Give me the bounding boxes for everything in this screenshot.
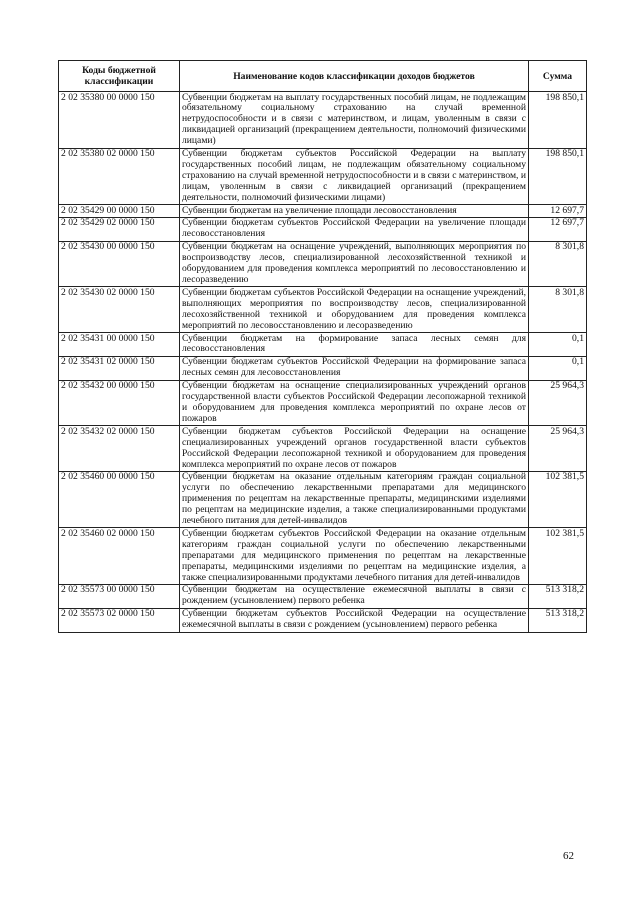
page-number: 62 bbox=[563, 850, 574, 862]
table-row bbox=[59, 287, 587, 333]
row-name: Субвенции бюджетам на оказание отдельным категориям граждан социальной услуги по обеспечению лекарственными препаратами для медицинского применения по рецептам на лекарственные препараты, медицинскими изделиями по рецептам на медицинские изделия, а также специализированными продуктами лечебного питания для детей-инвалидов bbox=[180, 471, 529, 528]
table-row bbox=[59, 380, 587, 426]
row-code: 2 02 35429 02 0000 150 bbox=[59, 217, 180, 241]
row-code: 2 02 35573 00 0000 150 bbox=[59, 584, 180, 608]
row-amount: 12 697,7 bbox=[529, 217, 587, 241]
row-code: 2 02 35431 00 0000 150 bbox=[59, 333, 180, 357]
row-amount: 25 964,3 bbox=[529, 380, 587, 426]
row-amount: 8 301,8 bbox=[529, 287, 587, 333]
row-code: 2 02 35460 02 0000 150 bbox=[59, 528, 180, 585]
row-amount: 25 964,3 bbox=[529, 426, 587, 472]
header-code: Коды бюджетной классификации bbox=[59, 61, 180, 92]
table-row bbox=[59, 471, 587, 528]
table-row bbox=[59, 205, 587, 218]
row-code: 2 02 35430 02 0000 150 bbox=[59, 287, 180, 333]
row-code: 2 02 35573 02 0000 150 bbox=[59, 608, 180, 632]
row-code: 2 02 35432 00 0000 150 bbox=[59, 380, 180, 426]
header-name: Наименование кодов классификации доходов бюджетов bbox=[180, 61, 529, 92]
table-row bbox=[59, 584, 587, 608]
row-name: Субвенции бюджетам субъектов Российской Федерации на оснащение специализированных учреждений органов государственной власти субъектов Российской Федерации лесопожарной техникой и оборудованием для проведения комплекса мероприятий по охране лесов от пожаров bbox=[180, 426, 529, 472]
row-name: Субвенции бюджетам на оснащение специализированных учреждений органов государственной власти субъектов Российской Федерации лесопожарной техникой и оборудованием для проведения комплекса мероприятий по охране лесов от пожаров bbox=[180, 380, 529, 426]
row-code: 2 02 35431 02 0000 150 bbox=[59, 356, 180, 380]
row-name: Субвенции бюджетам субъектов Российской Федерации на оснащение учреждений, выполняющих мероприятия по воспроизводству лесов, специализированной лесохозяйственной техникой и оборудованием для проведения комплекса мероприятий по лесовосстановлению и лесоразведению bbox=[180, 287, 529, 333]
row-code: 2 02 35429 00 0000 150 bbox=[59, 205, 180, 218]
table-row bbox=[59, 148, 587, 205]
row-code: 2 02 35380 02 0000 150 bbox=[59, 148, 180, 205]
row-amount: 513 318,2 bbox=[529, 584, 587, 608]
row-name: Субвенции бюджетам на осуществление ежемесячной выплаты в связи с рождением (усыновлением) первого ребенка bbox=[180, 584, 529, 608]
row-name: Субвенции бюджетам субъектов Российской Федерации на формирование запаса лесных семян для лесовосстановления bbox=[180, 356, 529, 380]
row-code: 2 02 35460 00 0000 150 bbox=[59, 471, 180, 528]
row-amount: 198 850,1 bbox=[529, 92, 587, 149]
row-name: Субвенции бюджетам на формирование запаса лесных семян для лесовосстановления bbox=[180, 333, 529, 357]
row-name: Субвенции бюджетам на увеличение площади лесовосстановления bbox=[180, 205, 529, 218]
row-amount: 0,1 bbox=[529, 356, 587, 380]
row-code: 2 02 35430 00 0000 150 bbox=[59, 241, 180, 287]
table-row bbox=[59, 333, 587, 357]
table-row bbox=[59, 241, 587, 287]
row-amount: 0,1 bbox=[529, 333, 587, 357]
table-row bbox=[59, 528, 587, 585]
table-header-row bbox=[59, 61, 587, 92]
row-name: Субвенции бюджетам субъектов Российской Федерации на выплату государственных пособий лицам, не подлежащим обязательному социальному страхованию на случай временной нетрудоспособности и в связи с материнством, и лицам, уволенным в связи с ликвидацией организаций (прекращением деятельности, полномочий физическими лицами) bbox=[180, 148, 529, 205]
row-amount: 8 301,8 bbox=[529, 241, 587, 287]
row-amount: 198 850,1 bbox=[529, 148, 587, 205]
table-row bbox=[59, 426, 587, 472]
row-name: Субвенции бюджетам субъектов Российской Федерации на увеличение площади лесовосстановления bbox=[180, 217, 529, 241]
budget-revenue-table bbox=[58, 60, 587, 633]
row-amount: 12 697,7 bbox=[529, 205, 587, 218]
row-name: Субвенции бюджетам субъектов Российской Федерации на оказание отдельным категориям граждан социальной услуги по обеспечению лекарственными препаратами для медицинского применения по рецептам на лекарственные препараты, медицинскими изделиями по рецептам на медицинские изделия, а также специализированными продуктами лечебного питания для детей-инвалидов bbox=[180, 528, 529, 585]
row-name: Субвенции бюджетам на выплату государственных пособий лицам, не подлежащим обязательному социальному страхованию на случай временной нетрудоспособности и в связи с материнством, и лицам, уволенным в связи с ликвидацией организаций (прекращением деятельности, полномочий физическими лицами) bbox=[180, 92, 529, 149]
row-code: 2 02 35380 00 0000 150 bbox=[59, 92, 180, 149]
header-amount: Сумма bbox=[529, 61, 587, 92]
row-amount: 513 318,2 bbox=[529, 608, 587, 632]
row-code: 2 02 35432 02 0000 150 bbox=[59, 426, 180, 472]
row-name: Субвенции бюджетам субъектов Российской Федерации на осуществление ежемесячной выплаты в связи с рождением (усыновлением) первого ребенка bbox=[180, 608, 529, 632]
row-amount: 102 381,5 bbox=[529, 471, 587, 528]
row-name: Субвенции бюджетам на оснащение учреждений, выполняющих мероприятия по воспроизводству лесов, специализированной лесохозяйственной техникой и оборудованием для проведения комплекса мероприятий по лесовосстановлению и лесоразведению bbox=[180, 241, 529, 287]
table-row bbox=[59, 217, 587, 241]
table-row bbox=[59, 92, 587, 149]
table-row bbox=[59, 608, 587, 632]
row-amount: 102 381,5 bbox=[529, 528, 587, 585]
table-row bbox=[59, 356, 587, 380]
